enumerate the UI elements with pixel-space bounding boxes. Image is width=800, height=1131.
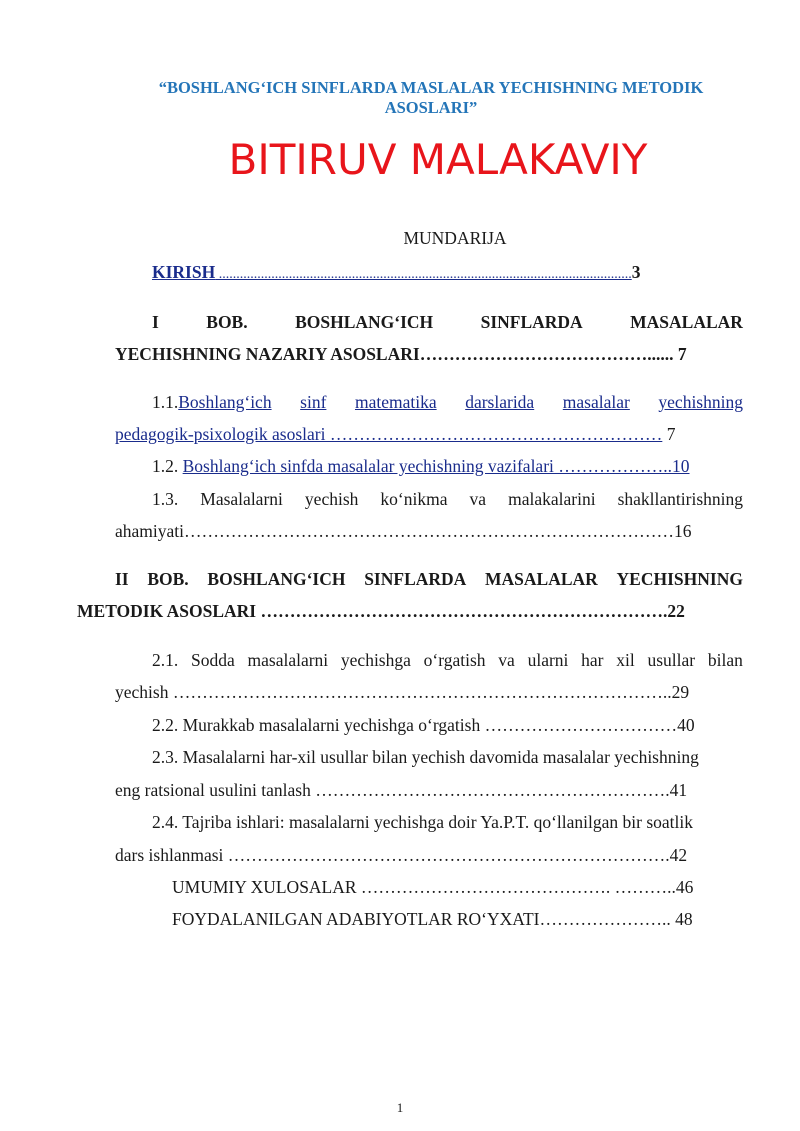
toc-entry-2-1 xyxy=(152,650,743,670)
toc-word: masalalarni xyxy=(247,650,329,670)
toc-entry-chapter-1-line2: YECHISHNING NAZARIY ASOSLARI…………………………………...... 7 xyxy=(115,344,687,364)
toc-entry-1-2[interactable] xyxy=(152,456,690,476)
toc-link-word[interactable]: sinf xyxy=(300,392,327,412)
toc-entry-2-1-line2: yechish …………………………………………………………………………..29 xyxy=(115,682,690,702)
page-number: 1 xyxy=(396,1100,404,1115)
toc-entry-1-1-line2[interactable] xyxy=(115,424,675,444)
toc-word: Masalalarni xyxy=(200,489,283,509)
toc-word: ularni xyxy=(527,650,569,670)
toc-word: 1.3. xyxy=(152,489,179,509)
toc-word: SINFLARDA xyxy=(364,569,467,589)
toc-link-word[interactable]: darslarida xyxy=(465,392,535,412)
toc-entry-2-4: 2.4. Tajriba ishlari: masalalarni yechishga doir Ya.P.T. qo‘llanilgan bir soatlik xyxy=(152,812,694,832)
toc-word: bilan xyxy=(707,650,743,670)
toc-section-number: 1.1. xyxy=(152,392,179,412)
toc-link-word[interactable]: Boshlang‘ich xyxy=(178,392,272,412)
toc-link-word[interactable]: yechishning xyxy=(658,392,743,412)
toc-entry-2-3-line2: eng ratsional usulini tanlash …………………………………………………….41 xyxy=(115,780,688,800)
toc-word: BOSHLANG‘ICH xyxy=(207,569,346,589)
toc-entry-1-3-line2: ahamiyati…………………………………………………………………………16 xyxy=(115,521,692,541)
toc-entry-2-4-line2: dars ishlanmasi ………………………………………………………………….42 xyxy=(115,845,688,865)
toc-entry-chapter-1 xyxy=(152,312,743,332)
toc-entry-kirish[interactable] xyxy=(152,262,640,285)
toc-leader-dots: ...................................................................................................................... xyxy=(215,267,632,282)
toc-link-word[interactable]: masalalar xyxy=(562,392,630,412)
toc-link-word[interactable]: matematika xyxy=(354,392,437,412)
toc-link-1-2[interactable]: Boshlang‘ich sinfda masalalar yechishning vazifalari ………………..10 xyxy=(182,456,690,476)
toc-word: 2.1. xyxy=(152,650,179,670)
thesis-topic-line1: “BOSHLANG‘ICH SINFLARDA MASLALAR YECHISHNING METODIK xyxy=(158,78,704,97)
toc-entry-conclusions: UMUMIY XULOSALAR ……………………………………. ………..46 xyxy=(172,877,694,897)
toc-page-number: 7 xyxy=(662,424,676,444)
toc-entry-2-3: 2.3. Masalalarni har-xil usullar bilan yechish davomida masalalar yechishning xyxy=(152,747,699,767)
thesis-topic xyxy=(115,78,747,118)
toc-word: yechish xyxy=(304,489,359,509)
toc-word: MASALALAR xyxy=(630,312,743,332)
toc-word: SINFLARDA xyxy=(480,312,583,332)
toc-word: Sodda xyxy=(191,650,235,670)
toc-word: shakllantirishning xyxy=(617,489,743,509)
toc-entry-1-1[interactable] xyxy=(152,392,743,412)
toc-link-kirish[interactable]: KIRISH xyxy=(152,262,216,282)
toc-section-number: 1.2. xyxy=(152,456,183,476)
toc-word: MASALALAR xyxy=(485,569,598,589)
toc-entry-chapter-2 xyxy=(115,569,743,589)
toc-link-1-1-cont[interactable]: pedagogik-psixologik asoslari ………………………………………………… xyxy=(115,424,663,444)
toc-entry-2-2: 2.2. Murakkab masalalarni yechishga o‘rgatish ……………………………40 xyxy=(152,715,695,735)
toc-word: malakalarini xyxy=(508,489,596,509)
toc-word: ko‘nikma xyxy=(380,489,448,509)
toc-word: va xyxy=(469,489,487,509)
toc-title: MUNDARIJA xyxy=(403,228,507,248)
toc-entry-references: FOYDALANILGAN ADABIYOTLAR RO‘YXATI………………….. 48 xyxy=(172,909,693,929)
thesis-type-banner: BITIRUV MALAKAVIY xyxy=(228,135,648,184)
toc-word: har xyxy=(581,650,604,670)
thesis-topic-line2: ASOSLARI” xyxy=(384,98,478,117)
toc-word: yechishga xyxy=(340,650,411,670)
toc-word: usullar xyxy=(647,650,696,670)
toc-page-number: 3 xyxy=(631,262,641,282)
toc-word: BOB. xyxy=(206,312,248,332)
toc-word: II xyxy=(115,569,129,589)
toc-word: BOB. xyxy=(147,569,189,589)
toc-entry-1-3 xyxy=(152,489,743,509)
toc-word: I xyxy=(152,312,159,332)
toc-word: xil xyxy=(616,650,635,670)
toc-word: YECHISHNING xyxy=(616,569,743,589)
toc-word: o‘rgatish xyxy=(423,650,486,670)
toc-entry-chapter-2-line2: METODIK ASOSLARI …………………………………………………………….22 xyxy=(77,601,685,621)
toc-word: va xyxy=(498,650,515,670)
toc-word: BOSHLANG‘ICH xyxy=(295,312,434,332)
